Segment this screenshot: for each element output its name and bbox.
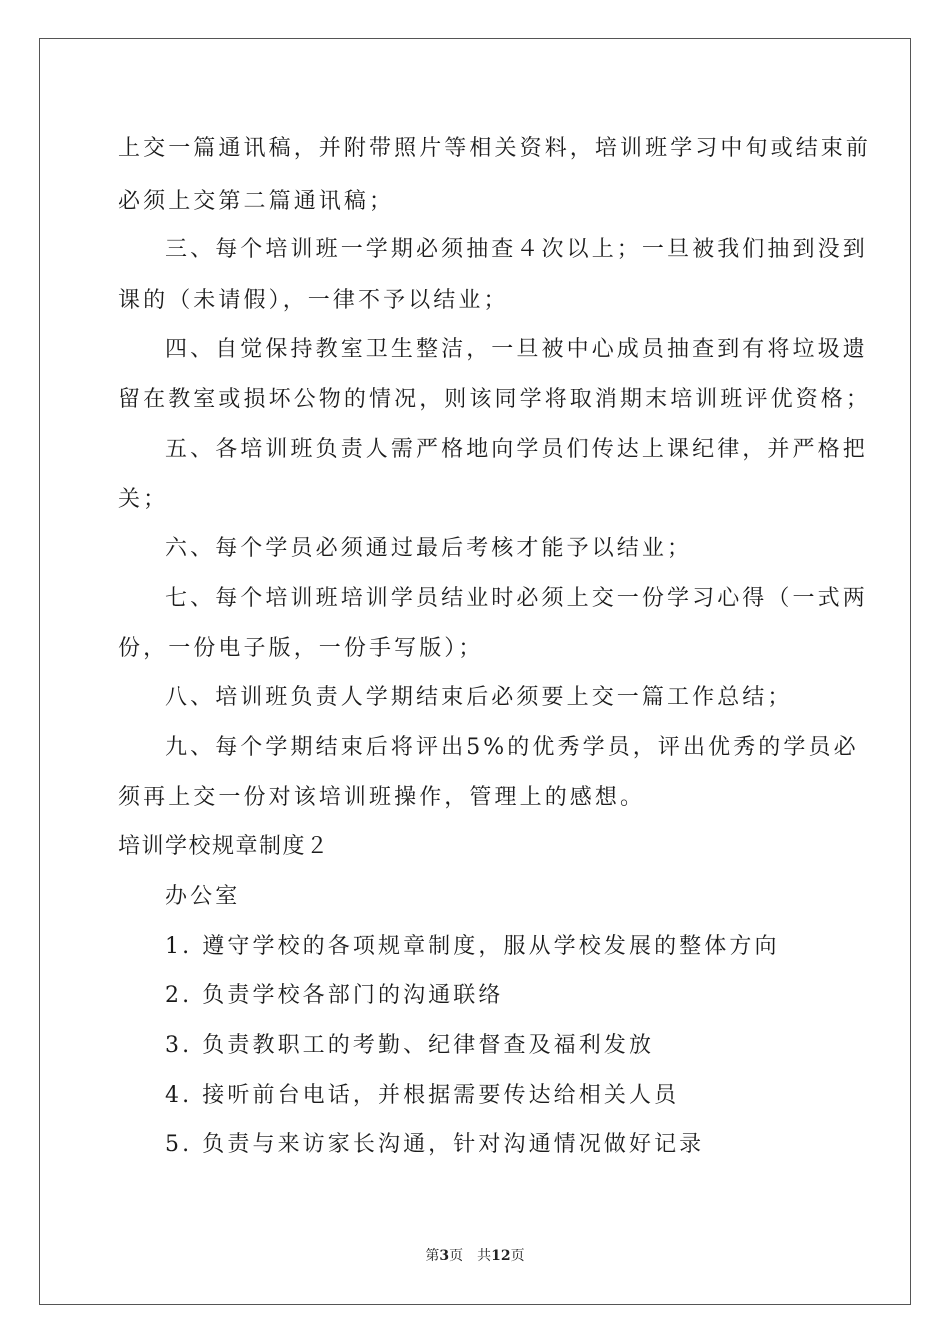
rule-9-line-1: 九、每个学期结束后将评出5%的优秀学员，评出优秀的学员必 — [165, 735, 859, 760]
footer-suffix: 页 — [510, 1248, 525, 1264]
rule-4-line-1: 四、自觉保持教室卫生整洁，一旦被中心成员抽查到有将垃圾遗 — [165, 337, 868, 362]
section-subtitle: 办公室 — [165, 884, 241, 909]
list-item: 5. 负责与来访家长沟通，针对沟通情况做好记录 — [165, 1132, 705, 1157]
footer-mid: 页 共 — [449, 1248, 492, 1264]
list-item: 3. 负责教职工的考勤、纪律督查及福利发放 — [165, 1033, 655, 1058]
current-page-number: 3 — [439, 1248, 450, 1264]
rule-9-line-2: 须再上交一份对该培训班操作，管理上的感想。 — [118, 785, 646, 810]
section-title: 培训学校规章制度２ — [118, 834, 330, 859]
rule-6-line-1: 六、每个学员必须通过最后考核才能予以结业； — [165, 536, 693, 561]
rule-7-line-1: 七、每个培训班培训学员结业时必须上交一份学习心得（一式两 — [165, 586, 868, 611]
list-item: 4. 接听前台电话，并根据需要传达给相关人员 — [165, 1083, 680, 1108]
page-border — [39, 38, 911, 1305]
rule-5-line-1: 五、各培训班负责人需严格地向学员们传达上课纪律，并严格把 — [165, 437, 868, 462]
list-item: 1. 遵守学校的各项规章制度，服从学校发展的整体方向 — [165, 934, 780, 959]
rule-8-line-1: 八、培训班负责人学期结束后必须要上交一篇工作总结； — [165, 685, 793, 710]
total-pages-number: 12 — [491, 1248, 511, 1264]
rule-5-line-2: 关； — [118, 487, 169, 512]
page-footer — [0, 1245, 950, 1265]
paragraph-line: 必须上交第二篇通讯稿； — [118, 189, 395, 214]
rule-7-line-2: 份，一份电子版，一份手写版）； — [118, 636, 484, 661]
rule-4-line-2: 留在教室或损坏公物的情况，则该同学将取消期末培训班评优资格； — [118, 387, 872, 412]
rule-3-line-1: 三、每个培训班一学期必须抽查４次以上；一旦被我们抽到没到 — [165, 237, 868, 262]
paragraph-line: 上交一篇通讯稿，并附带照片等相关资料，培训班学习中旬或结束前 — [118, 136, 872, 161]
footer-prefix: 第 — [425, 1248, 440, 1264]
rule-3-line-2: 课的（未请假），一律不予以结业； — [118, 288, 509, 313]
list-item: 2. 负责学校各部门的沟通联络 — [165, 983, 504, 1008]
